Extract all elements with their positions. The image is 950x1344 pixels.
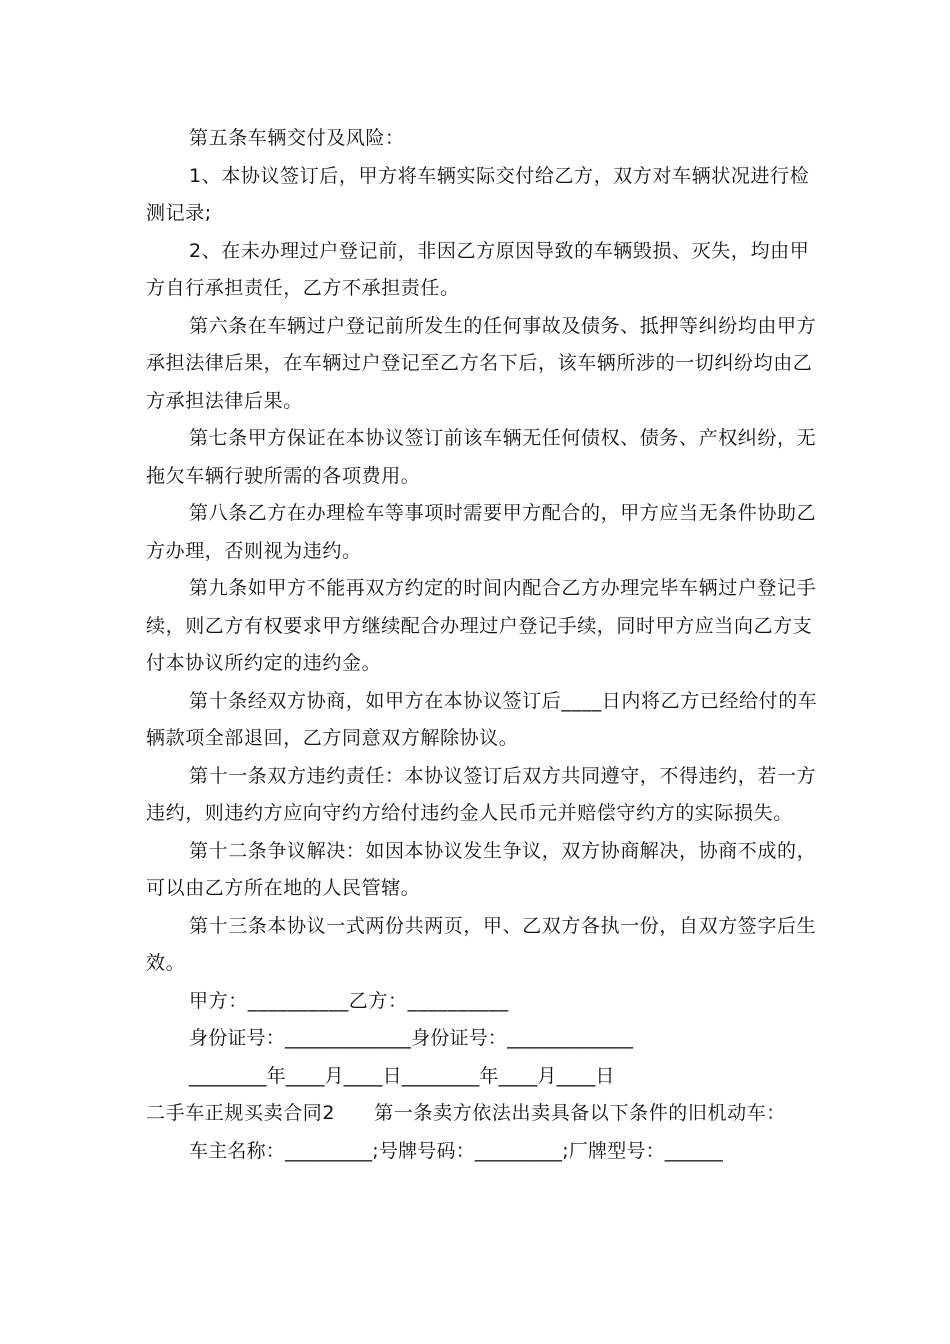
document-body bbox=[146, 120, 826, 1170]
clause-7: 第七条甲方保证在本协议签订前该车辆无任何债权、债务、产权纠纷，无拖欠车辆行驶所需的各项费用。 bbox=[146, 427, 817, 487]
contract-2-intro: 二手车正规买卖合同2 第一条卖方依法出卖具备以下条件的旧机动车： bbox=[146, 1102, 786, 1124]
clause-6: 第六条在车辆过户登记前所发生的任何事故及债务、抵押等纠纷均由甲方承担法律后果，在车辆过户登记至乙方名下后，该车辆所涉的一切纠纷均由乙方承担法律后果。 bbox=[146, 314, 817, 412]
clause-10: 第十条经双方协商，如甲方在本协议签订后____日内将乙方已经给付的车辆款项全部退回，乙方同意双方解除协议。 bbox=[146, 689, 818, 749]
clause-5-item-2: 2、在未办理过户登记前，非因乙方原因导致的车辆毁损、灭失，均由甲方自行承担责任，乙方不承担责任。 bbox=[146, 239, 810, 299]
clause-8: 第八条乙方在办理检车等事项时需要甲方配合的，甲方应当无条件协助乙方办理，否则视为违约。 bbox=[146, 502, 817, 562]
clause-12: 第十二条争议解决：如因本协议发生争议，双方协商解决，协商不成的，可以由乙方所在地的人民管辖。 bbox=[146, 839, 817, 899]
clause-11: 第十一条双方违约责任：本协议签订后双方共同遵守，不得违约，若一方违约，则违约方应向守约方给付违约金人民币元并赔偿守约方的实际损失。 bbox=[146, 764, 817, 824]
clause-5-heading: 第五条车辆交付及风险： bbox=[189, 127, 405, 149]
date-line: ________年____月____日________年____月____日 bbox=[189, 1064, 615, 1087]
clause-9: 第九条如甲方不能再双方约定的时间内配合乙方办理完毕车辆过户登记手续，则乙方有权要求甲方继续配合办理过户登记手续，同时甲方应当向乙方支付本协议所约定的违约金。 bbox=[146, 577, 817, 674]
party-signature-line: 甲方：__________乙方：__________ bbox=[189, 989, 509, 1012]
id-number-line: 身份证号：_____________身份证号：_____________ bbox=[189, 1027, 634, 1049]
clause-5-item-1: 1、本协议签订后，甲方将车辆实际交付给乙方，双方对车辆状况进行检测记录; bbox=[146, 164, 810, 224]
clause-13: 第十三条本协议一式两份共两页，甲、乙双方各执一份，自双方签字后生效。 bbox=[146, 914, 817, 974]
vehicle-info-line: 车主名称：_________;号牌号码：_________;厂牌型号：______ bbox=[189, 1139, 724, 1162]
